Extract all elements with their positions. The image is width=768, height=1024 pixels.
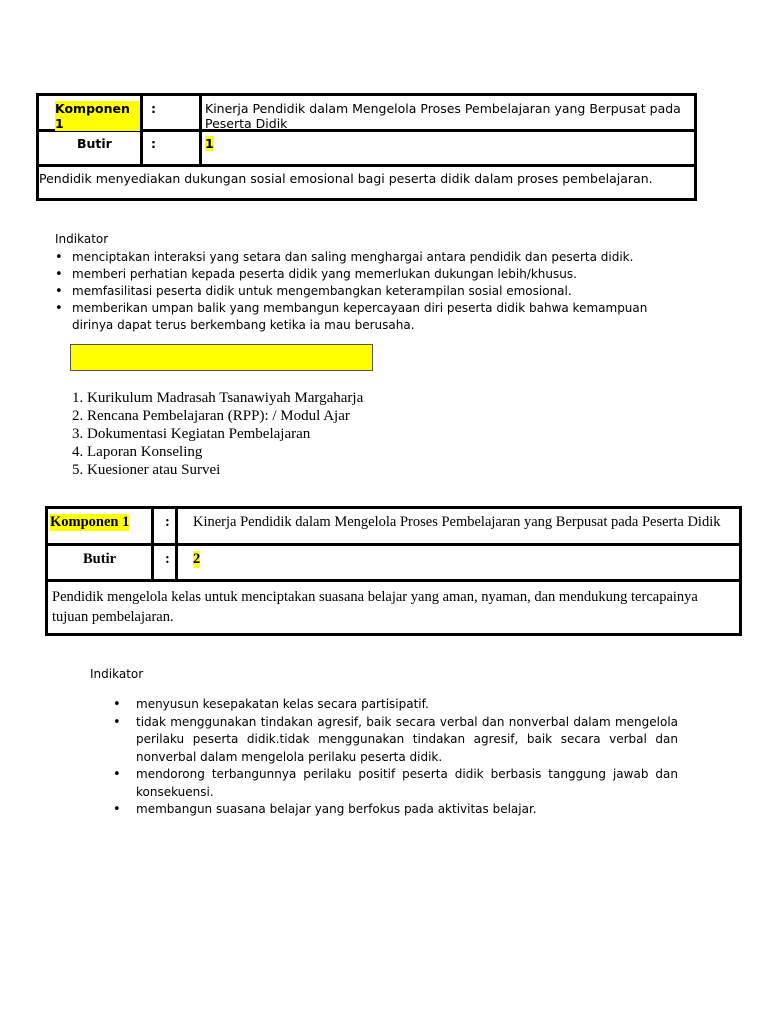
list-item: • memberikan umpan balik yang membangun kepercayaan diri peserta didik bahwa kemampuan dirinya dapat terus berkembang ketika ia mau berusaha. bbox=[55, 300, 675, 334]
list-item: 2. Rencana Pembelajaran (RPP): / Modul Ajar bbox=[72, 408, 350, 424]
colon: : bbox=[165, 514, 170, 530]
list-item: 4. Laporan Konseling bbox=[72, 444, 203, 460]
butir-row bbox=[39, 132, 694, 167]
komponen-label: Komponen 1 bbox=[50, 514, 130, 530]
colon: : bbox=[151, 101, 156, 116]
butir-label: Butir bbox=[83, 551, 117, 567]
list-item: • menciptakan interaksi yang setara dan saling menghargai antara pendidik dan peserta didik. bbox=[55, 249, 675, 266]
description-text: Pendidik mengelola kelas untuk menciptakan suasana belajar yang aman, nyaman, dan mendukung tercapainya tujuan pembelajaran. bbox=[52, 589, 698, 625]
komponen-value: Kinerja Pendidik dalam Mengelola Proses Pembelajaran yang Berpusat pada Peserta Didik bbox=[193, 514, 721, 530]
indikator-heading: Indikator bbox=[55, 232, 109, 246]
indikator-list bbox=[55, 249, 675, 334]
indikator-list bbox=[113, 696, 678, 819]
list-item: • membangun suasana belajar yang berfokus pada aktivitas belajar. bbox=[113, 801, 678, 819]
komponen-row bbox=[39, 96, 694, 132]
list-item: 5. Kuesioner atau Survei bbox=[72, 462, 221, 478]
butir-label: Butir bbox=[77, 136, 112, 151]
list-item: • tidak menggunakan tindakan agresif, baik secara verbal dan nonverbal dalam mengelola perilaku peserta didik.tidak menggunakan tindakan agresif, baik secara verbal dan nonverbal dalam mengelola perilaku peserta didik. bbox=[113, 714, 678, 767]
description-row bbox=[48, 582, 739, 633]
komponen-label: Komponen 1 bbox=[55, 101, 140, 131]
komponen-row bbox=[48, 509, 739, 546]
component-table-2 bbox=[45, 506, 742, 636]
komponen-value: Kinerja Pendidik dalam Mengelola Proses Pembelajaran yang Berpusat pada Peserta Didik bbox=[205, 101, 681, 131]
list-item: • menyusun kesepakatan kelas secara partisipatif. bbox=[113, 696, 678, 714]
colon: : bbox=[151, 136, 156, 151]
list-item: • memberi perhatian kepada peserta didik yang memerlukan dukungan lebih/khusus. bbox=[55, 266, 675, 283]
list-item: 1. Kurikulum Madrasah Tsanawiyah Margaharja bbox=[72, 390, 364, 406]
butir-row bbox=[48, 546, 739, 582]
component-table-1 bbox=[36, 93, 697, 201]
indikator-heading: Indikator bbox=[90, 667, 144, 681]
butir-value: 1 bbox=[205, 136, 214, 151]
colon: : bbox=[165, 551, 170, 567]
list-item: • mendorong terbangunnya perilaku positif peserta didik berbasis tanggung jawab dan konsekuensi. bbox=[113, 766, 678, 801]
list-item: 3. Dokumentasi Kegiatan Pembelajaran bbox=[72, 426, 311, 442]
description-text: Pendidik menyediakan dukungan sosial emosional bagi peserta didik dalam proses pembelajaran. bbox=[39, 171, 653, 186]
description-row bbox=[39, 167, 694, 198]
document-list bbox=[72, 389, 363, 479]
list-item: • memfasilitasi peserta didik untuk mengembangkan keterampilan sosial emosional. bbox=[55, 283, 675, 300]
highlight-box bbox=[70, 344, 373, 371]
butir-value: 2 bbox=[193, 551, 201, 567]
